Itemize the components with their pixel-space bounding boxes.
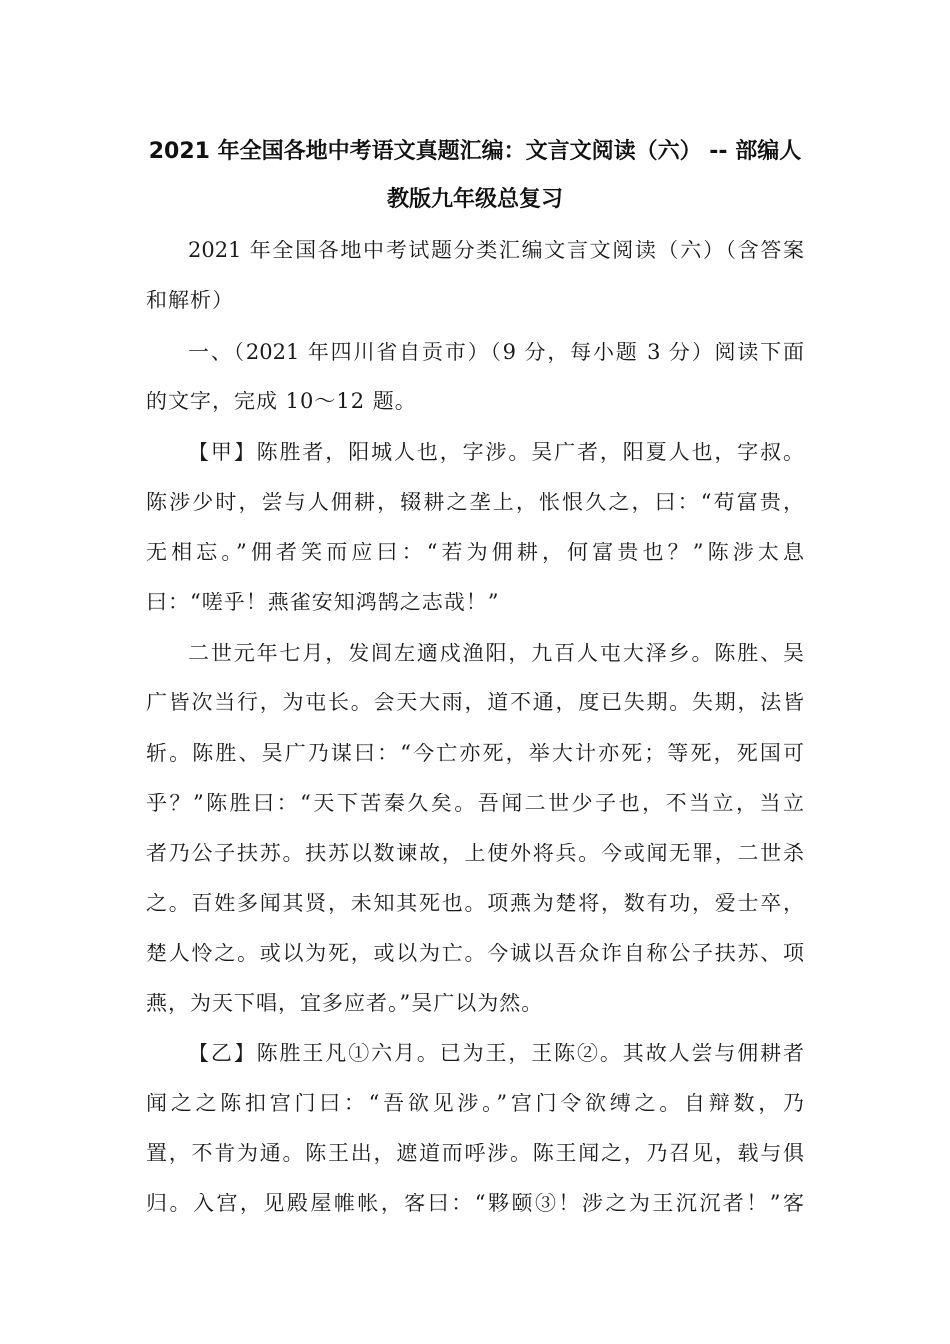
passage-a2-line-6: 之。百姓多闻其贤，未知其死也。项燕为楚将，数有功，爱士卒， — [146, 893, 804, 914]
passage-a2-line-1: 二世元年七月，发闾左適戍渔阳，九百人屯大泽乡。陈胜、吴 — [188, 643, 804, 664]
passage-a2-line-7: 楚人怜之。或以为死，或以为亡。今诚以吾众诈自称公子扶苏、项 — [146, 943, 804, 964]
passage-b-line-2: 闻之之陈扣宫门曰：“吾欲见涉。”宫门令欲缚之。自辩数，乃 — [146, 1093, 804, 1114]
document-title-line-2: 教版九年级总复习 — [386, 187, 563, 212]
document-title-line-1: 2021 年全国各地中考语文真题汇编：文言文阅读（六） -- 部编人 — [148, 139, 802, 164]
passage-a2-line-4: 乎？”陈胜曰：“天下苦秦久矣。吾闻二世少子也，不当立，当立 — [146, 793, 804, 814]
passage-b-line-4: 归。入宫，见殿屋帷帐，客曰：“夥颐③！涉之为王沉沉者！”客 — [146, 1193, 804, 1214]
passage-b-line-3: 置，不肯为通。陈王出，遮道而呼涉。陈王闻之，乃召见，载与俱 — [146, 1143, 804, 1164]
passage-b-line-1: 【乙】陈胜王凡①六月。已为王，王陈②。其故人尝与佣耕者 — [188, 1043, 804, 1064]
passage-a2-line-3: 斩。陈胜、吴广乃谋曰：“今亡亦死，举大计亦死；等死，死国可 — [146, 743, 804, 764]
passage-a-line-3: 无相忘。”佣者笑而应曰：“若为佣耕，何富贵也？”陈涉太息 — [146, 542, 804, 563]
passage-a2-line-2: 广皆次当行，为屯长。会天大雨，道不通，度已失期。失期，法皆 — [146, 692, 804, 713]
passage-a2-line-8: 燕，为天下唱，宜多应者。”吴广以为然。 — [146, 993, 544, 1014]
question-header-line-1: 一、（2021 年四川省自贡市）（9 分，每小题 3 分）阅读下面 — [188, 342, 804, 363]
passage-a-line-2: 陈涉少时，尝与人佣耕，辍耕之垄上，怅恨久之，曰：“苟富贵， — [146, 492, 804, 513]
intro-line-2: 和解析） — [146, 290, 234, 311]
passage-a2-line-5: 者乃公子扶苏。扶苏以数谏故，上使外将兵。今或闻无罪，二世杀 — [146, 843, 804, 864]
intro-line-1: 2021 年全国各地中考试题分类汇编文言文阅读（六）（含答案 — [188, 240, 804, 261]
passage-a-line-4: 曰：“嗟乎！燕雀安知鸿鹄之志哉！” — [146, 592, 500, 613]
question-header-line-2: 的文字，完成 10～12 题。 — [146, 391, 417, 412]
passage-a-line-1: 【甲】陈胜者，阳城人也，字涉。吴广者，阳夏人也，字叔。 — [188, 442, 804, 463]
